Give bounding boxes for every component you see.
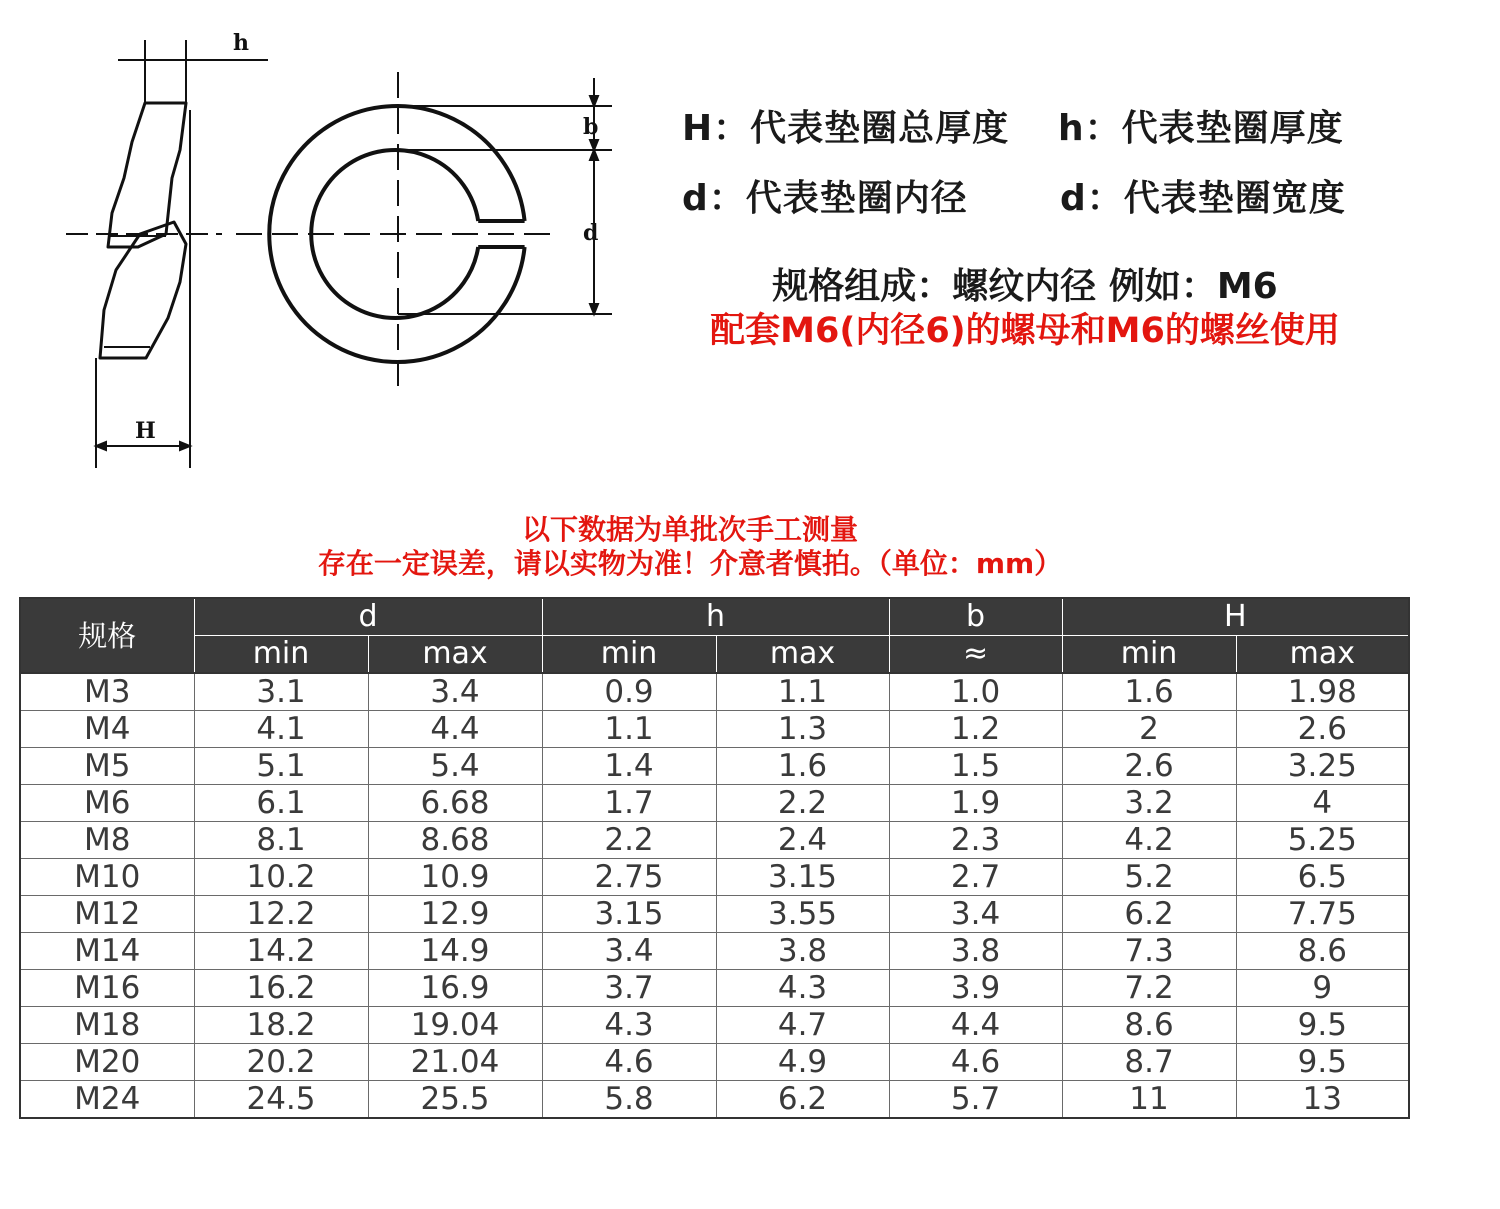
cell-h-max: 2.4 (716, 822, 889, 859)
washer-side-view (66, 103, 222, 358)
cell-h-max: 1.3 (716, 711, 889, 748)
note-line-2: 存在一定误差，请以实物为准！介意者慎拍。（单位：mm） (317, 547, 1063, 580)
subheader-d-min: min (194, 636, 368, 674)
label-H: H (135, 418, 156, 444)
cell-d-max: 19.04 (368, 1007, 542, 1044)
cell-spec: M18 (20, 1007, 194, 1044)
subheader-H-max: max (1236, 636, 1409, 674)
cell-spec: M24 (20, 1081, 194, 1119)
cell-b-approx: 1.9 (889, 785, 1062, 822)
cell-h-max: 6.2 (716, 1081, 889, 1119)
cell-H-min: 7.2 (1062, 970, 1236, 1007)
header-group-H: H (1062, 598, 1409, 636)
cell-d-min: 12.2 (194, 896, 368, 933)
table-row (20, 1044, 1409, 1081)
cell-d-max: 12.9 (368, 896, 542, 933)
cell-H-max: 6.5 (1236, 859, 1409, 896)
cell-spec: M10 (20, 859, 194, 896)
header-spec: 规格 (20, 598, 194, 673)
cell-d-max: 6.68 (368, 785, 542, 822)
header-row-sub (20, 636, 1409, 674)
header-group-b: b (889, 598, 1062, 636)
cell-d-min: 20.2 (194, 1044, 368, 1081)
washer-drawing (0, 0, 640, 480)
cell-h-max: 1.1 (716, 673, 889, 711)
cell-d-min: 18.2 (194, 1007, 368, 1044)
subheader-h-max: max (716, 636, 889, 674)
cell-h-min: 1.7 (542, 785, 716, 822)
cell-H-max: 8.6 (1236, 933, 1409, 970)
cell-d-max: 8.68 (368, 822, 542, 859)
cell-H-max: 13 (1236, 1081, 1409, 1119)
table-row (20, 748, 1409, 785)
cell-h-min: 2.75 (542, 859, 716, 896)
cell-d-min: 14.2 (194, 933, 368, 970)
cell-b-approx: 3.8 (889, 933, 1062, 970)
legend-d-width: d：代表垫圈宽度 (1060, 178, 1346, 219)
legend-d-inner: d：代表垫圈内径 (682, 178, 968, 219)
cell-b-approx: 3.9 (889, 970, 1062, 1007)
cell-h-min: 5.8 (542, 1081, 716, 1119)
cell-d-max: 16.9 (368, 970, 542, 1007)
cell-b-approx: 4.6 (889, 1044, 1062, 1081)
cell-H-min: 3.2 (1062, 785, 1236, 822)
dim-b-d (398, 78, 612, 314)
table-row (20, 970, 1409, 1007)
cell-spec: M6 (20, 785, 194, 822)
cell-h-min: 4.6 (542, 1044, 716, 1081)
cell-H-min: 6.2 (1062, 896, 1236, 933)
cell-b-approx: 3.4 (889, 896, 1062, 933)
cell-spec: M5 (20, 748, 194, 785)
label-d: d (583, 220, 599, 246)
legend-h: h：代表垫圈厚度 (1058, 108, 1344, 149)
cell-H-min: 8.7 (1062, 1044, 1236, 1081)
note-line-1: 以下数据为单批次手工测量 (521, 513, 858, 546)
header-row-groups (20, 598, 1409, 636)
cell-d-max: 25.5 (368, 1081, 542, 1119)
cell-H-min: 5.2 (1062, 859, 1236, 896)
cell-d-max: 5.4 (368, 748, 542, 785)
cell-h-max: 4.3 (716, 970, 889, 1007)
cell-spec: M3 (20, 673, 194, 711)
cell-H-max: 3.25 (1236, 748, 1409, 785)
cell-H-min: 2.6 (1062, 748, 1236, 785)
subheader-d-max: max (368, 636, 542, 674)
cell-h-max: 1.6 (716, 748, 889, 785)
table-row (20, 1081, 1409, 1119)
cell-d-max: 21.04 (368, 1044, 542, 1081)
cell-h-max: 3.8 (716, 933, 889, 970)
cell-H-min: 2 (1062, 711, 1236, 748)
cell-spec: M4 (20, 711, 194, 748)
cell-b-approx: 5.7 (889, 1081, 1062, 1119)
subheader-h-min: min (542, 636, 716, 674)
cell-H-min: 4.2 (1062, 822, 1236, 859)
cell-H-min: 8.6 (1062, 1007, 1236, 1044)
subheader-H-min: min (1062, 636, 1236, 674)
cell-d-max: 14.9 (368, 933, 542, 970)
cell-d-min: 10.2 (194, 859, 368, 896)
cell-h-min: 3.15 (542, 896, 716, 933)
cell-d-min: 8.1 (194, 822, 368, 859)
cell-d-min: 16.2 (194, 970, 368, 1007)
cell-h-min: 3.4 (542, 933, 716, 970)
washer-front-view (236, 72, 560, 392)
cell-d-min: 5.1 (194, 748, 368, 785)
header-group-h: h (542, 598, 889, 636)
cell-h-max: 3.15 (716, 859, 889, 896)
legend-H: H：代表垫圈总厚度 (682, 108, 1010, 149)
cell-b-approx: 1.0 (889, 673, 1062, 711)
cell-spec: M12 (20, 896, 194, 933)
label-b: b (583, 114, 599, 140)
cell-h-min: 0.9 (542, 673, 716, 711)
cell-spec: M16 (20, 970, 194, 1007)
spec-table (19, 597, 1410, 1119)
table-row (20, 933, 1409, 970)
cell-H-max: 7.75 (1236, 896, 1409, 933)
spec-composition: 规格组成：螺纹内径 例如：M6 (772, 266, 1278, 307)
cell-H-max: 9.5 (1236, 1007, 1409, 1044)
cell-b-approx: 2.3 (889, 822, 1062, 859)
cell-H-min: 7.3 (1062, 933, 1236, 970)
table-row (20, 711, 1409, 748)
cell-h-max: 2.2 (716, 785, 889, 822)
cell-h-max: 4.9 (716, 1044, 889, 1081)
cell-H-max: 9 (1236, 970, 1409, 1007)
label-h: h (233, 30, 249, 56)
table-row (20, 822, 1409, 859)
cell-h-min: 3.7 (542, 970, 716, 1007)
cell-H-max: 4 (1236, 785, 1409, 822)
cell-b-approx: 2.7 (889, 859, 1062, 896)
cell-H-max: 2.6 (1236, 711, 1409, 748)
table-row (20, 673, 1409, 711)
cell-d-min: 3.1 (194, 673, 368, 711)
cell-h-min: 2.2 (542, 822, 716, 859)
cell-spec: M14 (20, 933, 194, 970)
cell-H-min: 11 (1062, 1081, 1236, 1119)
cell-h-min: 1.4 (542, 748, 716, 785)
cell-h-min: 4.3 (542, 1007, 716, 1044)
cell-H-max: 1.98 (1236, 673, 1409, 711)
cell-d-min: 6.1 (194, 785, 368, 822)
cell-d-max: 10.9 (368, 859, 542, 896)
table-row (20, 896, 1409, 933)
spec-example: 配套M6(内径6)的螺母和M6的螺丝使用 (710, 311, 1340, 351)
cell-d-max: 4.4 (368, 711, 542, 748)
cell-spec: M20 (20, 1044, 194, 1081)
cell-d-min: 24.5 (194, 1081, 368, 1119)
cell-b-approx: 1.5 (889, 748, 1062, 785)
cell-b-approx: 4.4 (889, 1007, 1062, 1044)
cell-H-max: 9.5 (1236, 1044, 1409, 1081)
subheader-b-approx: ≈ (889, 636, 1062, 674)
cell-H-min: 1.6 (1062, 673, 1236, 711)
cell-h-max: 3.55 (716, 896, 889, 933)
table-row (20, 1007, 1409, 1044)
table-row (20, 859, 1409, 896)
header-group-d: d (194, 598, 542, 636)
cell-H-max: 5.25 (1236, 822, 1409, 859)
cell-d-max: 3.4 (368, 673, 542, 711)
cell-spec: M8 (20, 822, 194, 859)
cell-h-min: 1.1 (542, 711, 716, 748)
cell-b-approx: 1.2 (889, 711, 1062, 748)
cell-h-max: 4.7 (716, 1007, 889, 1044)
cell-d-min: 4.1 (194, 711, 368, 748)
table-row (20, 785, 1409, 822)
